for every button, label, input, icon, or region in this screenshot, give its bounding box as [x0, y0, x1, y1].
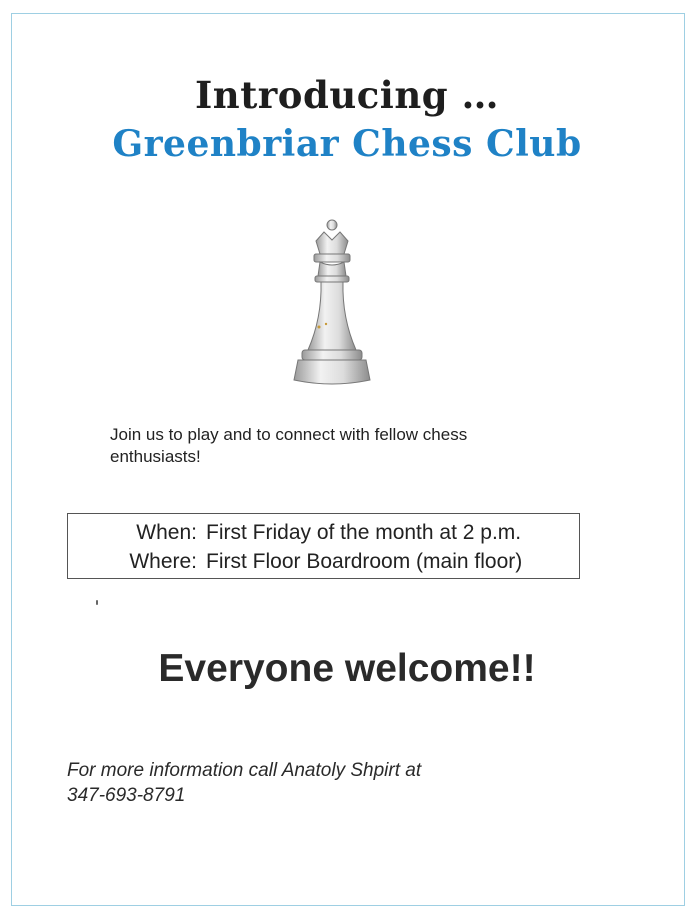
event-details-box — [67, 513, 580, 579]
chess-queen-icon — [286, 218, 378, 394]
when-value: First Friday of the month at 2 p.m. — [206, 521, 522, 544]
heading-club-name: Greenbriar Chess Club — [112, 123, 582, 165]
where-value: First Floor Boardroom (main floor) — [206, 550, 523, 573]
scan-speck — [96, 600, 98, 605]
contact-line: For more information call Anatoly Shpirt at — [67, 760, 422, 781]
intro-paragraph: Join us to play and to connect with fellow chess enthusiasts! — [110, 425, 468, 466]
contact-phone: 347-693-8791 — [67, 785, 186, 806]
heading-introducing: Introducing … — [195, 73, 499, 117]
when-label: When: — [136, 521, 197, 544]
where-label: Where: — [129, 550, 197, 573]
contact-info — [67, 758, 587, 808]
welcome-message: Everyone welcome!! — [158, 647, 536, 690]
